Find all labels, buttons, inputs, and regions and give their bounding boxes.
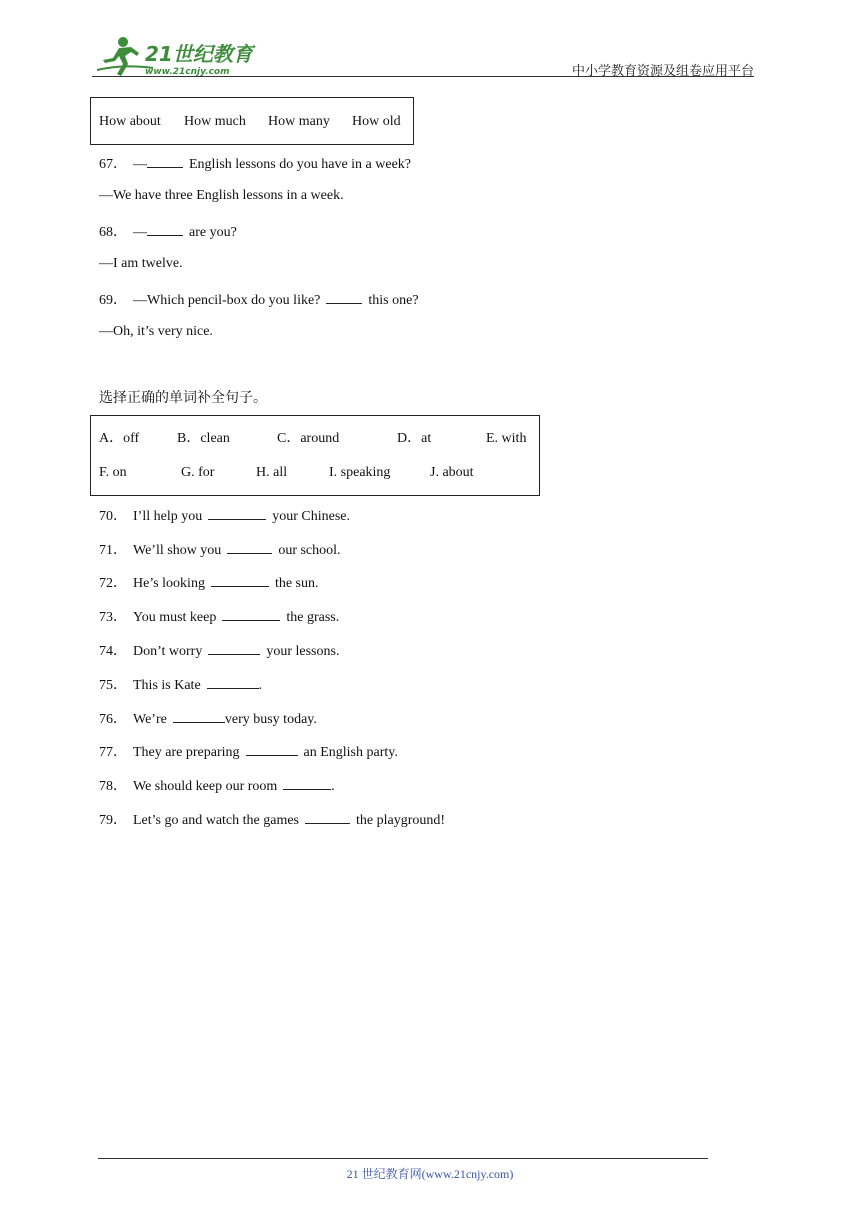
question-text: We’ll show you [133, 543, 222, 558]
question-number: 78． [99, 779, 127, 794]
question-79 [99, 809, 445, 830]
box2-option: A．off [99, 431, 140, 446]
footer-text: 21 世纪教育网(www.21cnjy.com) [346, 1167, 514, 1181]
footer-divider [98, 1158, 708, 1159]
box2-option: I. speaking [329, 465, 391, 480]
question-text: are you? [189, 225, 237, 240]
question-68 [99, 221, 237, 242]
box2-option: H. all [256, 465, 288, 480]
box2-option: C．around [277, 431, 340, 446]
question-75 [99, 674, 262, 695]
box1-option: How old [352, 114, 401, 129]
box2-option: E. with [486, 431, 527, 446]
question-text: . [258, 678, 263, 693]
answer-blank[interactable] [326, 289, 362, 304]
answer-blank[interactable] [227, 539, 272, 554]
question-number: 76． [99, 712, 127, 727]
question-71 [99, 539, 341, 560]
box2-option: J. about [430, 465, 474, 480]
question-number: 70． [99, 509, 127, 524]
question-67 [99, 153, 411, 174]
answer-line: —I am twelve. [99, 256, 183, 271]
question-70 [99, 505, 350, 526]
word-box-2 [90, 415, 540, 496]
box2-option: B．clean [177, 431, 230, 446]
question-text: You must keep [133, 610, 217, 625]
question-text: We’re [133, 712, 167, 727]
answer-blank[interactable] [207, 674, 259, 689]
section-instruction: 选择正确的单词补全句子。 [99, 390, 267, 406]
question-text: very busy today. [224, 712, 317, 727]
question-number: 71． [99, 543, 127, 558]
question-text: this one? [368, 293, 419, 308]
question-text: They are preparing [133, 745, 240, 760]
question-number: 74． [99, 644, 127, 659]
answer-blank[interactable] [147, 221, 183, 236]
question-number: 68． [99, 225, 127, 240]
question-text: We should keep our room [133, 779, 278, 794]
box1-option: How much [184, 114, 246, 129]
box1-option: How about [99, 114, 161, 129]
question-text: your lessons. [266, 644, 340, 659]
question-text: Let’s go and watch the games [133, 813, 300, 828]
answer-line: —Oh, it’s very nice. [99, 324, 213, 339]
logo-text: 21世纪教育 [145, 42, 253, 66]
question-72 [99, 572, 319, 593]
answer-line: —We have three English lessons in a week. [99, 188, 344, 203]
answer-blank[interactable] [173, 708, 225, 723]
question-text: the sun. [274, 576, 319, 591]
question-text: the grass. [286, 610, 340, 625]
question-78 [99, 775, 335, 796]
question-text: an English party. [303, 745, 398, 760]
question-number: 79． [99, 813, 127, 828]
question-text: our school. [278, 543, 341, 558]
question-77 [99, 741, 398, 762]
box2-option: F. on [99, 465, 127, 480]
answer-blank[interactable] [283, 775, 331, 790]
box1-option: How many [268, 114, 330, 129]
box2-option: D．at [397, 431, 432, 446]
question-73 [99, 606, 339, 627]
question-text: Don’t worry [133, 644, 203, 659]
question-text: I’ll help you [133, 509, 203, 524]
question-69 [99, 289, 419, 310]
question-number: 69． [99, 293, 127, 308]
answer-blank[interactable] [222, 606, 280, 621]
header-divider [92, 76, 754, 77]
question-text: — [133, 225, 147, 240]
question-text: — [133, 157, 147, 172]
answer-blank[interactable] [208, 505, 266, 520]
question-76 [99, 708, 317, 729]
site-logo [93, 34, 258, 78]
header-platform-text: 中小学教育资源及组卷应用平台 [571, 64, 754, 79]
answer-blank[interactable] [211, 572, 269, 587]
question-74 [99, 640, 339, 661]
question-text: the playground! [356, 813, 446, 828]
question-text: This is Kate [133, 678, 201, 693]
question-number: 67． [99, 157, 127, 172]
answer-blank[interactable] [305, 809, 350, 824]
answer-blank[interactable] [246, 741, 298, 756]
logo-url: www.21cnjy.com [145, 67, 230, 77]
question-number: 72． [99, 576, 127, 591]
question-text: He’s looking [133, 576, 205, 591]
box2-option: G. for [181, 465, 215, 480]
question-text: English lessons do you have in a week? [189, 157, 412, 172]
question-number: 75． [99, 678, 127, 693]
answer-blank[interactable] [208, 640, 260, 655]
question-text: your Chinese. [272, 509, 350, 524]
question-number: 73． [99, 610, 127, 625]
answer-blank[interactable] [147, 153, 183, 168]
question-text: —Which pencil-box do you like? [133, 293, 321, 308]
question-number: 77． [99, 745, 127, 760]
question-text: . [331, 779, 335, 794]
